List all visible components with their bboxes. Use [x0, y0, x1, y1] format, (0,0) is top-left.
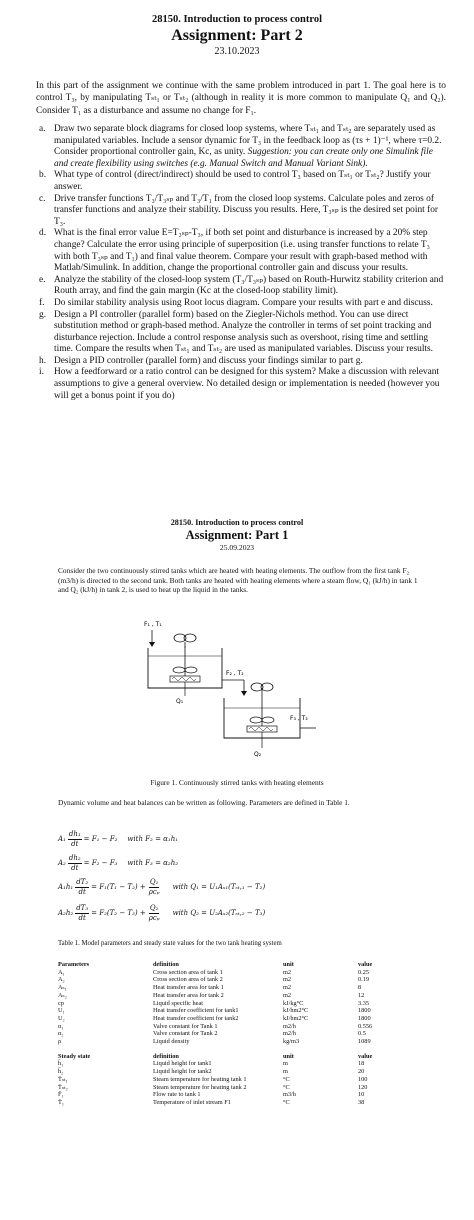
eq-lhs: A₂h₂ [58, 909, 74, 917]
table-row [58, 1038, 428, 1046]
task-text: Do similar stability analysis using Root locus diagram. Compare your results with part e and discuss. [54, 297, 433, 308]
table-cell: Aₛ₂ [58, 991, 67, 999]
table-cell: Cross section area of tank 1 [153, 968, 223, 976]
assignment-part1-page [0, 510, 474, 1220]
table-cell: U₁ [58, 1007, 65, 1015]
table-cell: 18 [358, 1060, 365, 1068]
table-cell: m [283, 1060, 288, 1068]
table-cell: Liquid specific heat [153, 999, 204, 1007]
table-cell: Temperature of inlet stream F1 [153, 1098, 231, 1106]
table-row [58, 1084, 428, 1092]
table-cell: kJ/hm2°C [283, 1014, 309, 1022]
task-hint: Suggestion: you can create only one Simulink file and create flexibility using switches (e.g. Manual Switch and Manual Variant Sink). [54, 147, 433, 169]
table-header-cell: Parameters [58, 961, 90, 968]
tank2-impeller-icon [250, 717, 262, 723]
task-item [36, 124, 446, 170]
tank1-heater-icon [170, 676, 200, 682]
eq-den: dt [78, 887, 86, 896]
table-cell: 3.35 [358, 999, 370, 1007]
task-item [36, 310, 446, 356]
table-cell: α₂ [58, 1030, 64, 1038]
tank1-coil [172, 678, 196, 681]
tank1-impeller-icon-b [185, 667, 197, 673]
balance-paragraph: Dynamic volume and heat balances can be written as following. Parameters are defined in Table 1. [58, 798, 350, 807]
table-cell: m2 [283, 991, 292, 999]
table-caption: Table 1. Model parameters and steady state values for the two tank heating system [58, 940, 282, 947]
eq-rhs: = F₁ − F₂ [83, 835, 118, 843]
task-item [36, 356, 446, 368]
table-row [58, 1076, 428, 1084]
eq-heat-fraction [148, 904, 161, 923]
table-cell: Heat transfer area for tank 1 [153, 984, 224, 992]
table-row [58, 992, 428, 1000]
task-text: What type of control (direct/indirect) should be used to control T₃ based on Tₛₜ₁ or Tₛₜ₂? Justify your answer. [54, 170, 431, 192]
table-cell: 0.5 [358, 1030, 366, 1038]
intro-paragraph: Consider the two continuously stirred tanks which are heated with heating elements. The outflow from the first tank F₂ (m3/h) is directed to the second tank. Both tanks are heated with heating elements where a steam flow, Q₁ (kJ/h) in tank 1 and Q₂ (kJ/h) in tank 2, is used to heat up the liquid in the tanks. [58, 566, 418, 595]
task-text: How a feedforward or a ratio control can be designed for this system? Make a discussion with relevant assumptions to give a general overview. No detailed design or implementation is needed (however you will get a bonus point if you do) [54, 367, 440, 401]
table-cell: T̄ₛₜ₁ [58, 1075, 68, 1083]
task-label: e. [39, 274, 46, 285]
tank-diagram [140, 616, 320, 766]
table-header-cell: unit [283, 1052, 294, 1060]
eq-rhs: = F₂(T₂ − T₃) + [91, 909, 146, 917]
table-cell: m3/h [283, 1091, 296, 1099]
eq-with: with F₃ = α₂h₂ [127, 859, 179, 867]
table-row [58, 1068, 428, 1076]
eq-num: dh₁ [68, 829, 81, 838]
assignment-date: 23.10.2023 [214, 46, 260, 57]
table-cell: Aₛ₁ [58, 984, 67, 992]
table-row [58, 969, 428, 977]
task-item [36, 170, 446, 193]
assignment-title: Assignment: Part 1 [185, 528, 289, 542]
task-label: a. [39, 124, 46, 134]
tank2-coil [249, 728, 273, 731]
eq-lhs: A₂ [58, 859, 66, 867]
eq-heat-fraction [148, 878, 161, 897]
table-row [58, 1007, 428, 1015]
eq-derivative [75, 878, 89, 897]
table-cell: 120 [358, 1083, 368, 1091]
table-cell: m2/h [283, 1022, 296, 1030]
table-cell: m2 [283, 968, 292, 976]
label-f1-t1: F₁ , T₁ [144, 621, 162, 628]
eq-den: dt [71, 839, 79, 848]
table-cell: m2 [283, 976, 292, 984]
table-cell: 8 [358, 984, 362, 992]
parameter-table [58, 961, 428, 1107]
table-cell: Liquid height for tank2 [153, 1068, 212, 1076]
flow-arrow-icon [241, 691, 247, 696]
eq-derivative [75, 904, 89, 923]
label-q2: Q₂ [254, 751, 262, 758]
table-header-cell: value [358, 961, 373, 968]
table-cell: h̄₁ [58, 1060, 64, 1068]
task-label: h. [39, 355, 47, 366]
assignment-date: 25.09.2023 [219, 543, 255, 552]
table-header-row [58, 961, 428, 969]
task-label: b. [39, 170, 47, 181]
table-cell: Heat transfer coefficient for tank1 [153, 1007, 239, 1015]
table-cell: 0.25 [358, 968, 370, 976]
task-text: Analyze the stability of the closed-loop system (T₃/T₃ₛₚ) based on Routh-Hurwitz stability criterion and Routh array, and find the gain margin (Kc at the closed-loop stability limit). [54, 274, 444, 297]
table-cell: Steam temperature for heating tank 1 [153, 1075, 247, 1083]
table-header-cell: unit [283, 961, 294, 968]
eq-rhs: = F₁(T₁ − T₂) + [91, 883, 146, 891]
task-item [36, 194, 446, 229]
course-title: 28150. Introduction to process control [170, 518, 304, 527]
task-label: d. [39, 228, 47, 239]
eq-den: dt [71, 863, 79, 872]
table-cell: 12 [358, 991, 365, 999]
eq-lhs: A₁h₁ [58, 883, 74, 891]
table-spacer [58, 1046, 428, 1053]
eq-qden: ρcₚ [148, 887, 160, 896]
table-cell: A₁ [58, 968, 65, 976]
table-row [58, 976, 428, 984]
eq-with: with Q₂ = U₂Aₛ₂(Tₛₜ,₂ − T₃) [172, 909, 266, 917]
table-header-cell: definition [153, 1052, 179, 1060]
intro-paragraph: In this part of the assignment we continue with the same problem introduced in part 1. The goal here is to control T₃, by manipulating Tₛₜ₁ or Tₛₜ₂ (although in reality it is more common to manipulate Q₁ and Q₂). Consider T₁ as a disturbance and assume no change for F₁. [36, 81, 446, 116]
table-cell: Valve constant for Tank 1 [153, 1022, 218, 1030]
eq-lhs: A₁ [58, 835, 66, 843]
eq-den: dt [78, 913, 86, 922]
eq-qden: ρcₚ [148, 913, 160, 922]
task-label: c. [39, 193, 46, 204]
eq-qnum: Q₂ [149, 903, 159, 912]
eq-derivative [68, 854, 82, 873]
eq-rhs: = F₂ − F₃ [83, 859, 118, 867]
table-cell: Cross section area of tank 2 [153, 976, 223, 984]
equation-volume-tank2 [58, 852, 178, 874]
tank2-impeller-icon-b [262, 717, 274, 723]
table-row [58, 1060, 428, 1068]
table-cell: °C [283, 1098, 290, 1106]
table-cell: ρ [58, 1038, 62, 1046]
label-f2-t2: F₂ , T₂ [226, 670, 244, 677]
table-cell: 1800 [358, 1014, 371, 1022]
task-label: f. [39, 297, 45, 308]
table-cell: Steam temperature for heating tank 2 [153, 1083, 247, 1091]
table-cell: Flow rate to tank 1 [153, 1091, 201, 1099]
tank1-impeller-icon [173, 667, 185, 673]
table-row [58, 1000, 428, 1008]
equation-volume-tank1 [58, 828, 178, 850]
assignment-title: Assignment: Part 2 [171, 27, 303, 44]
tank2-heater-icon [247, 726, 277, 732]
task-text: Drive transfer functions T₃/T₃ₛₚ and T₃/T₁ from the closed loop systems. Calculate poles and zeros of transfer functions and analyze their stability. Discuss you results. Here, T₃ₛₚ is the desired set point for T₃. [54, 193, 439, 227]
task-item [36, 228, 446, 274]
table-cell: 1800 [358, 1007, 371, 1015]
task-text: What is the final error value E=T₃ₛₚ-T₃, if both set point and disturbance is increased by a 20% step change? Calculate the error using principle of superposition (i.e. using transfer functions to relate T₃ with both T₃ₛₚ and T₁) and final value theorem. Compare your result with graph-based method with Matlab/Simulink. In addition, change the proportional controller gain and discuss your results. [54, 228, 430, 274]
table-cell: 20 [358, 1068, 365, 1076]
task-item [36, 275, 446, 298]
course-title: 28150. Introduction to process control [151, 14, 323, 25]
task-text: Draw two separate block diagrams for closed loop systems, where Tₛₜ₁ and Tₛₜ₂ are separately used as manipulated variables. Include a sensor dynamic for T₃ in the feedback loop as (τs + 1)⁻¹, where τ=0.2. Consider proportional controller gain, Kc, as unity. [54, 124, 442, 158]
table-cell: m [283, 1068, 288, 1076]
eq-qnum: Q₁ [149, 877, 159, 886]
task-text: Design a PID controller (parallel form) and discuss your findings similar to part g. [54, 355, 363, 366]
figure-caption: Figure 1. Continuously stirred tanks with heating elements [150, 778, 324, 787]
eq-num: dT₃ [76, 903, 89, 912]
table-cell: Heat transfer area for tank 2 [153, 991, 224, 999]
table-cell: α₁ [58, 1022, 64, 1030]
table-cell: Heat transfer coefficient for tank2 [153, 1014, 239, 1022]
table-header-cell: Steady state [58, 1052, 91, 1060]
table-cell: F̄₁ [58, 1091, 64, 1099]
table-row [58, 984, 428, 992]
table-row [58, 1015, 428, 1023]
table-cell: 10 [358, 1091, 365, 1099]
table-cell: 38 [358, 1098, 365, 1106]
table-cell: U₂ [58, 1014, 65, 1022]
table-cell: Liquid height for tank1 [153, 1060, 212, 1068]
table-cell: Valve constant for Tank 2 [153, 1030, 218, 1038]
table-cell: kg/m3 [283, 1038, 300, 1046]
table-row [58, 1099, 428, 1107]
table-cell: 100 [358, 1075, 368, 1083]
eq-num: dT₂ [76, 877, 89, 886]
eq-derivative [68, 830, 82, 849]
eq-with: with Q₁ = U₁Aₛ₁(Tₛₜ,₁ − T₂) [172, 883, 266, 891]
table-cell: 0.556 [358, 1022, 373, 1030]
table-cell: T̄₁ [58, 1098, 65, 1106]
table-cell: T̄ₛₜ₂ [58, 1083, 68, 1091]
task-label: g. [39, 309, 47, 320]
task-label: i. [39, 367, 44, 378]
table-cell: A₂ [58, 976, 65, 984]
table-cell: 0.19 [358, 976, 370, 984]
table-cell: kJ/kg°C [283, 999, 304, 1007]
label-q1: Q₁ [176, 698, 184, 705]
table-header-cell: definition [153, 961, 179, 968]
table-row [58, 1091, 428, 1099]
table-header-row [58, 1053, 428, 1061]
task-list [36, 124, 446, 402]
task-item [36, 367, 446, 402]
table-cell: Liquid density [153, 1038, 190, 1046]
label-f3-t3: F₃ , T₃ [290, 715, 308, 722]
equation-heat-tank1 [58, 876, 265, 898]
eq-num: dh₂ [68, 853, 81, 862]
eq-with: with F₂ = α₁h₁ [127, 835, 179, 843]
table-cell: °C [283, 1075, 290, 1083]
table-cell: kJ/hm2°C [283, 1007, 309, 1015]
table-header-cell: value [358, 1052, 373, 1060]
table-cell: m2 [283, 984, 292, 992]
inlet-arrow-icon [149, 642, 155, 647]
table-row [58, 1030, 428, 1038]
table-cell: cp [58, 999, 64, 1007]
table-cell: °C [283, 1083, 290, 1091]
table-cell: 1089 [358, 1038, 371, 1046]
task-text: Design a PI controller (parallel form) based on the Ziegler-Nichols method. You can use direct substitution method or graph-based method. Analyze the controller in terms of set point tracking and disturbance rejection. Include a control response analysis such as overshoot, rising time and settling time. Compare the results when Tₛₜ₁ and Tₛₜ₂ are used as manipulated variables. Discuss your results. [54, 309, 434, 355]
assignment-part2-page [0, 0, 474, 508]
table-cell: m2/h [283, 1030, 296, 1038]
table-row [58, 1023, 428, 1031]
task-item [36, 298, 446, 310]
table-cell: h̄₂ [58, 1068, 64, 1076]
equation-heat-tank2 [58, 902, 265, 924]
